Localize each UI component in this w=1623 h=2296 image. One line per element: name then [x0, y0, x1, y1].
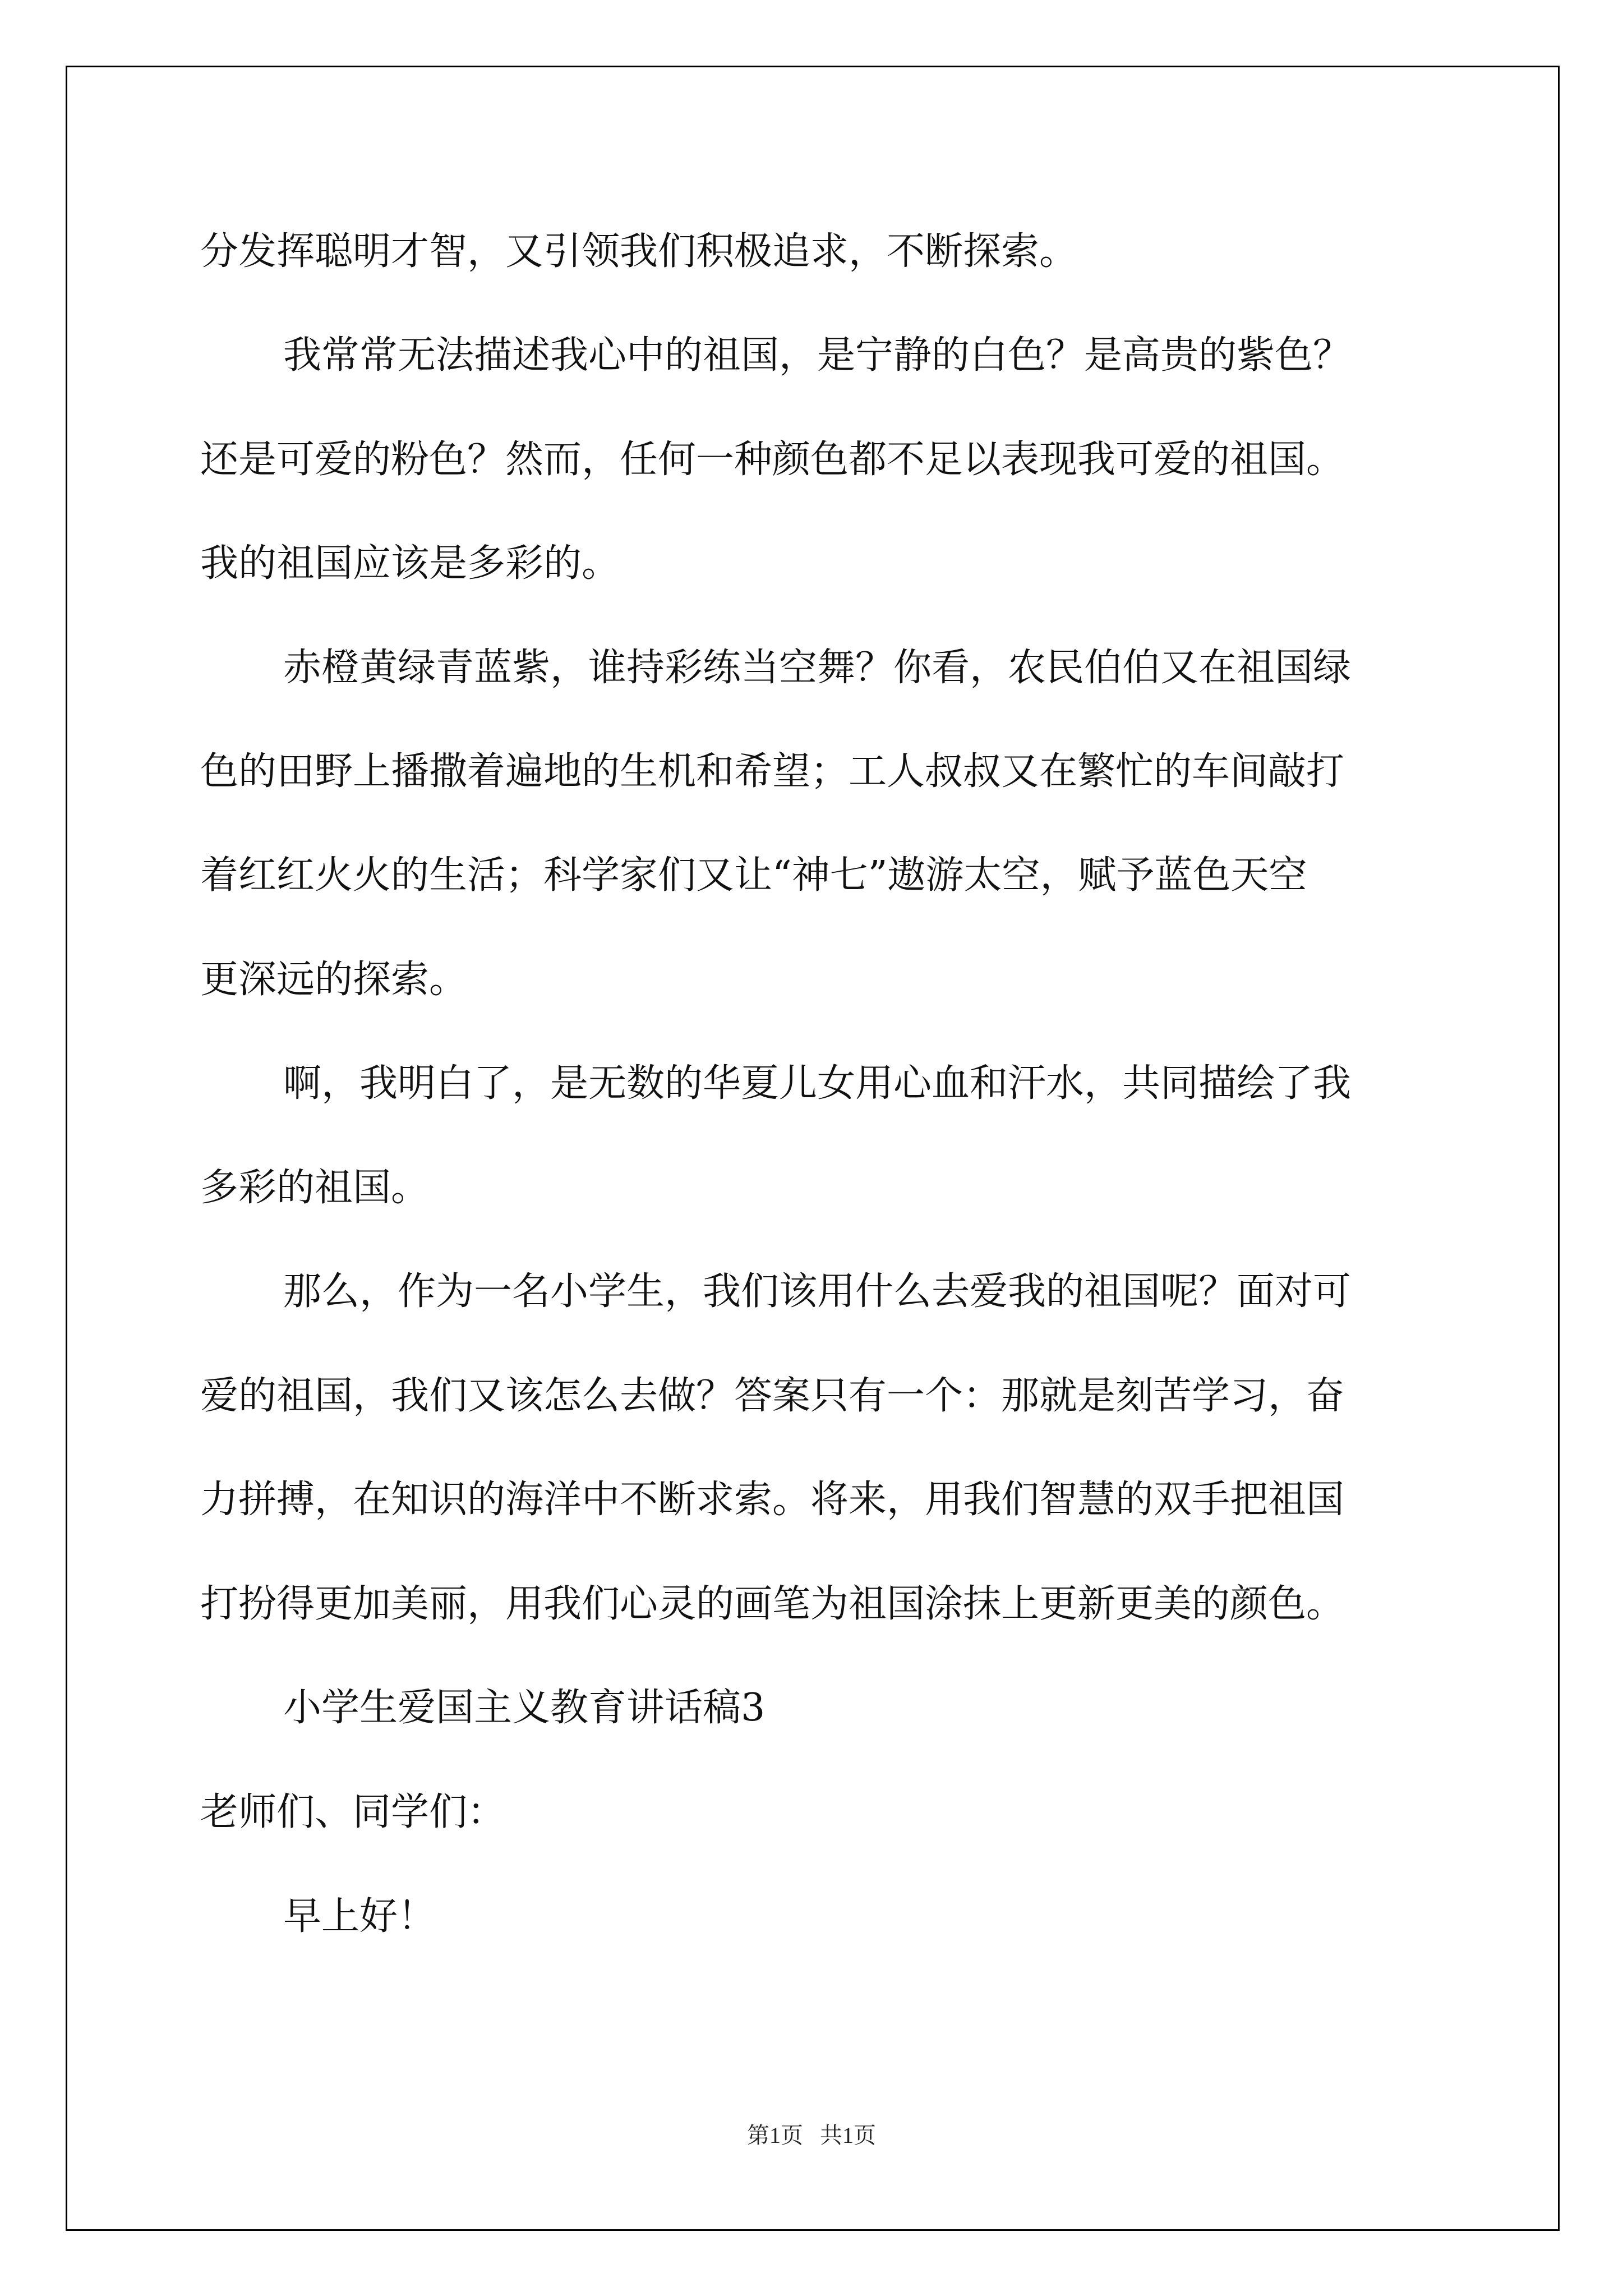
text-line: 色的田野上播撒着遍地的生机和希望；工人叔叔又在繁忙的车间敲打 — [200, 749, 1345, 794]
text-line: 分发挥聪明才智，又引领我们积极追求，不断探索。 — [200, 229, 1078, 274]
text-line: 我的祖国应该是多彩的。 — [200, 541, 620, 586]
text-line: 赤橙黄绿青蓝紫，谁持彩练当空舞？你看，农民伯伯又在祖国绿 — [283, 646, 1352, 690]
text-line: 打扮得更加美丽，用我们心灵的画笔为祖国涂抹上更新更美的颜色。 — [200, 1582, 1345, 1626]
salutation: 老师们、同学们： — [200, 1790, 506, 1834]
text-line: 更深远的探索。 — [200, 958, 468, 1002]
text-line: 多彩的祖国。 — [200, 1166, 430, 1210]
text-line: 着红红火火的生活；科学家们又让“神七”遨游太空，赋予蓝色天空 — [200, 853, 1307, 898]
greeting: 早上好！ — [283, 1894, 436, 1939]
section-title: 小学生爱国主义教育讲话稿3 — [283, 1686, 766, 1730]
page-number-footer: 第1页 共1页 — [747, 2123, 876, 2148]
text-line: 我常常无法描述我心中的祖国，是宁静的白色？是高贵的紫色？ — [283, 333, 1352, 378]
text-line: 那么，作为一名小学生，我们该用什么去爱我的祖国呢？面对可 — [283, 1269, 1352, 1314]
text-line: 力拼搏，在知识的海洋中不断求索。将来，用我们智慧的双手把祖国 — [200, 1478, 1345, 1522]
text-line: 还是可爱的粉色？然而，任何一种颜色都不足以表现我可爱的祖国。 — [200, 438, 1345, 482]
text-line: 啊，我明白了，是无数的华夏儿女用心血和汗水，共同描绘了我 — [283, 1061, 1352, 1106]
text-line: 爱的祖国，我们又该怎么去做？答案只有一个：那就是刻苦学习，奋 — [200, 1374, 1345, 1418]
